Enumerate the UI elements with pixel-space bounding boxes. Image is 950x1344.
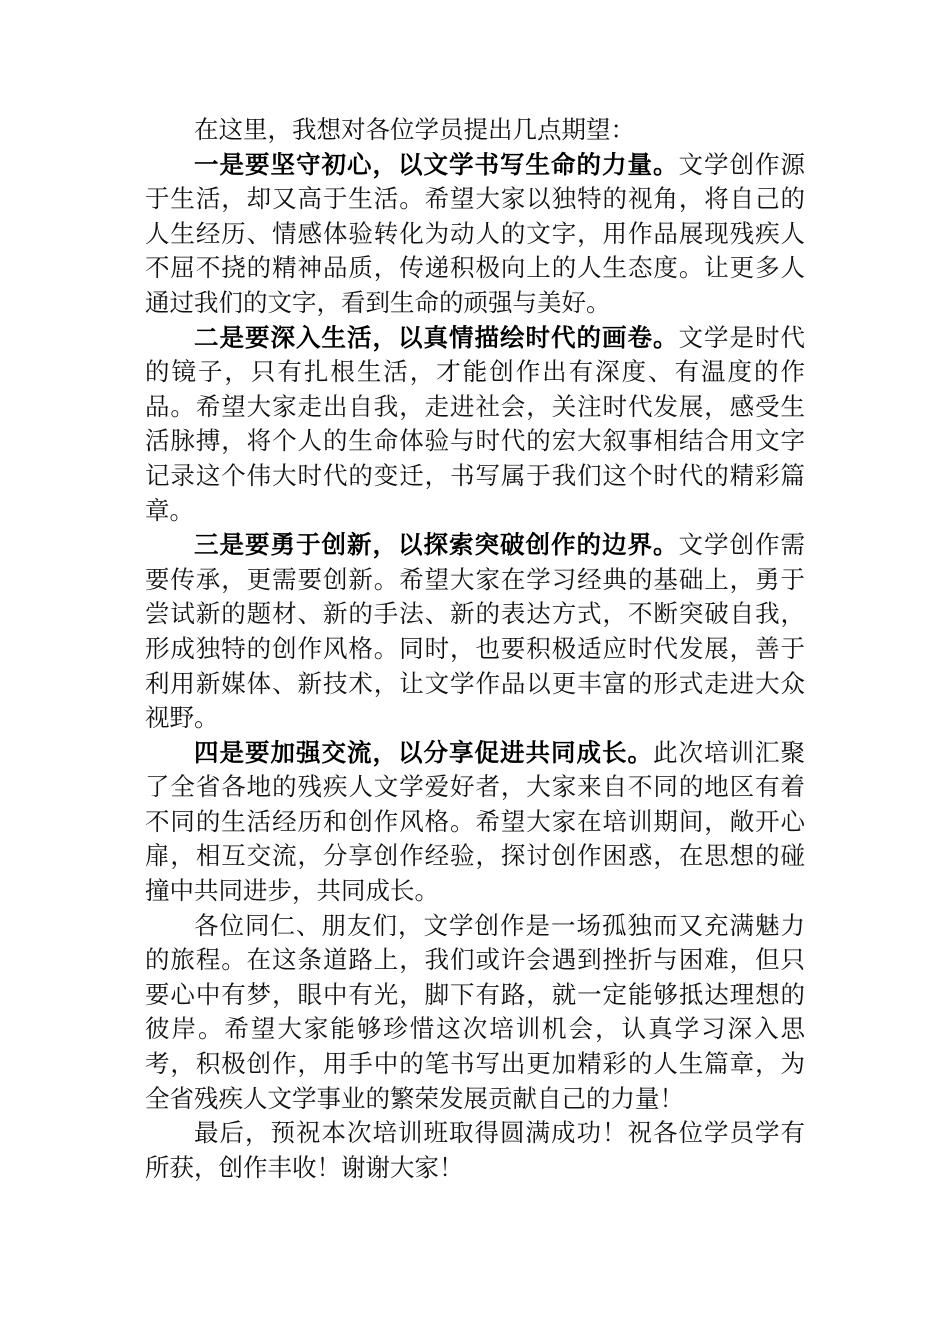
paragraph-point-4 [145,736,805,909]
paragraph-text: 各位同仁、朋友们，文学创作是一场孤独而又充满魅力的旅程。在这条道路上，我们或许会遇到挫折与困难，但只要心中有梦，眼中有光，脚下有路，就一定能够抵达理想的彼岸。希望大家能够珍惜这次培训机会，认真学习深入思考，积极创作，用手中的笔书写出更加精彩的人生篇章，为全省残疾人文学事业的繁荣发展贡献自己的力量！ [145,910,805,1113]
paragraph-closing-2 [145,1116,805,1185]
paragraph-text: 最后，预祝本次培训班取得圆满成功！祝各位学员学有所获，创作丰收！谢谢大家！ [145,1118,805,1182]
paragraph-lead: 三是要勇于创新，以探索突破创作的边界。 [194,530,679,560]
paragraph-intro [145,113,805,148]
paragraph-lead: 二是要深入生活，以真情描绘时代的画卷。 [194,322,679,352]
paragraph-point-2 [145,321,805,529]
paragraph-point-3 [145,528,805,736]
paragraph-closing-1 [145,909,805,1117]
document-body [145,113,805,1185]
paragraph-text: 文学创作需要传承，更需要创新。希望大家在学习经典的基础上，勇于尝试新的题材、新的手法、新的表达方式，不断突破自我，形成独特的创作风格。同时，也要积极适应时代发展，善于利用新媒体、新技术，让文学作品以更丰富的形式走进大众视野。 [145,530,805,733]
paragraph-lead: 四是要加强交流，以分享促进共同成长。 [194,737,653,767]
paragraph-text: 文学是时代的镜子，只有扎根生活，才能创作出有深度、有温度的作品。希望大家走出自我，走进社会，关注时代发展，感受生活脉搏，将个人的生命体验与时代的宏大叙事相结合用文字记录这个伟大时代的变迁，书写属于我们这个时代的精彩篇章。 [145,322,805,525]
paragraph-point-1 [145,148,805,321]
paragraph-text: 在这里，我想对各位学员提出几点期望： [194,115,635,144]
paragraph-text: 此次培训汇聚了全省各地的残疾人文学爱好者，大家来自不同的地区有着不同的生活经历和创作风格。希望大家在培训期间，敞开心扉，相互交流，分享创作经验，探讨创作困惑，在思想的碰撞中共同进步，共同成长。 [145,737,805,906]
paragraph-text: 文学创作源于生活，却又高于生活。希望大家以独特的视角，将自己的人生经历、情感体验转化为动人的文字，用作品展现残疾人不屈不挠的精神品质，传递积极向上的人生态度。让更多人通过我们的文字，看到生命的顽强与美好。 [145,149,805,317]
paragraph-lead: 一是要坚守初心，以文学书写生命的力量。 [194,149,679,179]
